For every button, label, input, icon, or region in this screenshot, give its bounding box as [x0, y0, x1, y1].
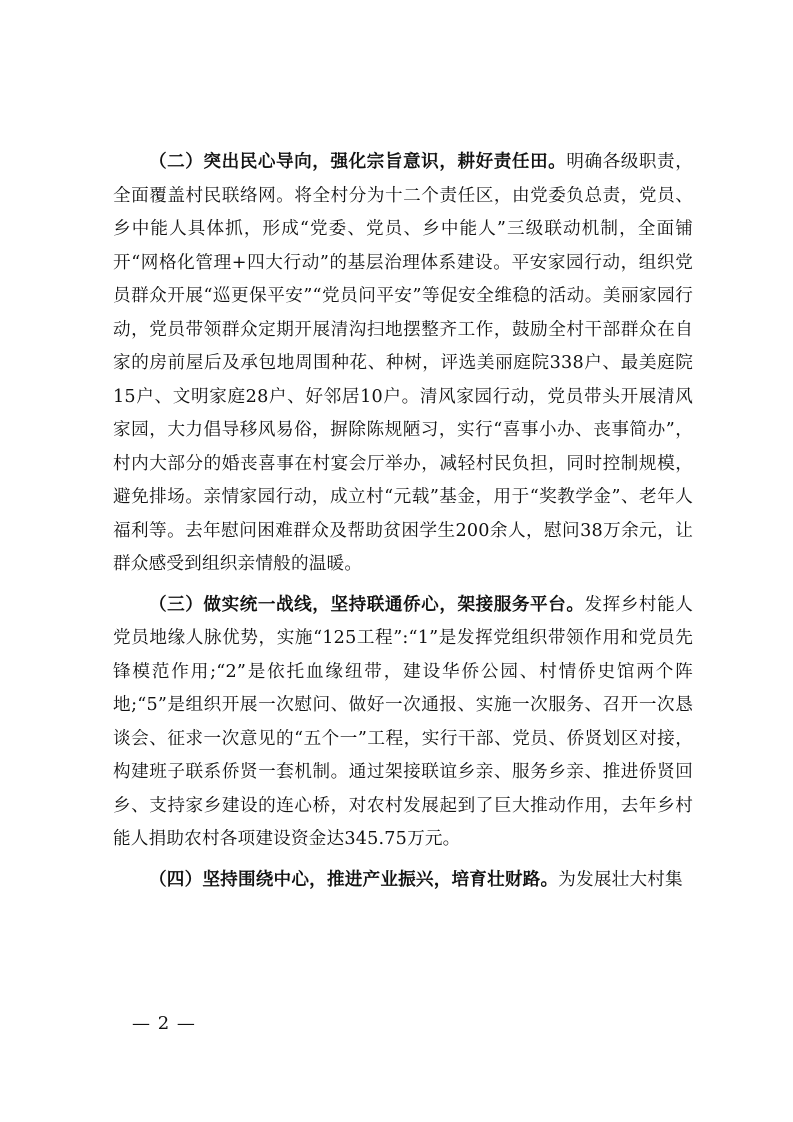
paragraph-text: 发挥乡村能人党员地缘人脉优势，实施“125工程”:“1”是发挥党组织带领作用和党员先锋模范作用;“2”是依托血缘纽带，建设华侨公园、村情侨史馆两个阵地;“5”是组织开展一次慰问、做好一次通报、实施一次服务、召开一次恳谈会、征求一次意见的“五个一”工程，实行干部、党员、侨贤划区对接，构建班子联系侨贤一套机制。通过架接联谊乡亲、服务乡亲、推进侨贤回乡、支持家乡建设的连心桥，对农村发展起到了巨大推动作用，去年乡村能人捐助农村各项建设资金达345.75万元。	[113, 594, 694, 849]
paragraph-text: 明确各级职责，全面覆盖村民联络网。将全村分为十二个责任区，由党委负总责，党员、乡中能人具体抓，形成“党委、党员、乡中能人”三级联动机制，全面铺开“网格化管理+四大行动”的基层治理体系建设。平安家园行动，组织党员群众开展“巡更保平安”“党员问平安”等促安全维稳的活动。美丽家园行动，党员带领群众定期开展清沟扫地摆整齐工作，鼓励全村干部群众在自家的房前屋后及承包地周围种花、种树，评选美丽庭院338户、最美庭院15户、文明家庭28户、好邻居10户。清风家园行动，党员带头开展清风家园，大力倡导移风易俗，摒除陈规陋习，实行“喜事小办、丧事简办”，村内大部分的婚丧喜事在村宴会厅举办，减轻村民负担，同时控制规模，避免排场。亲情家园行动，成立村“元载”基金，用于“奖教学金”、老年人福利等。去年慰问困难群众及帮助贫困学生200余人，慰问38万余元，让群众感受到组织亲情般的温暖。	[113, 152, 693, 574]
paragraph-industry	[113, 863, 693, 898]
page-number: — 2 —	[132, 1013, 196, 1034]
paragraph-heading: （四）坚持围绕中心，推进产业振兴，培育壮财路。	[149, 868, 559, 890]
paragraph-heading: （三）做实统一战线，坚持联通侨心，架接服务平台。	[149, 593, 585, 615]
paragraph-united-front	[113, 588, 693, 857]
paragraph-text: 为发展壮大村集	[558, 869, 683, 890]
paragraph-responsibility	[113, 145, 693, 582]
paragraph-heading: （二）突出民心导向，强化宗旨意识，耕好责任田。	[149, 151, 567, 172]
document-body	[113, 145, 693, 903]
